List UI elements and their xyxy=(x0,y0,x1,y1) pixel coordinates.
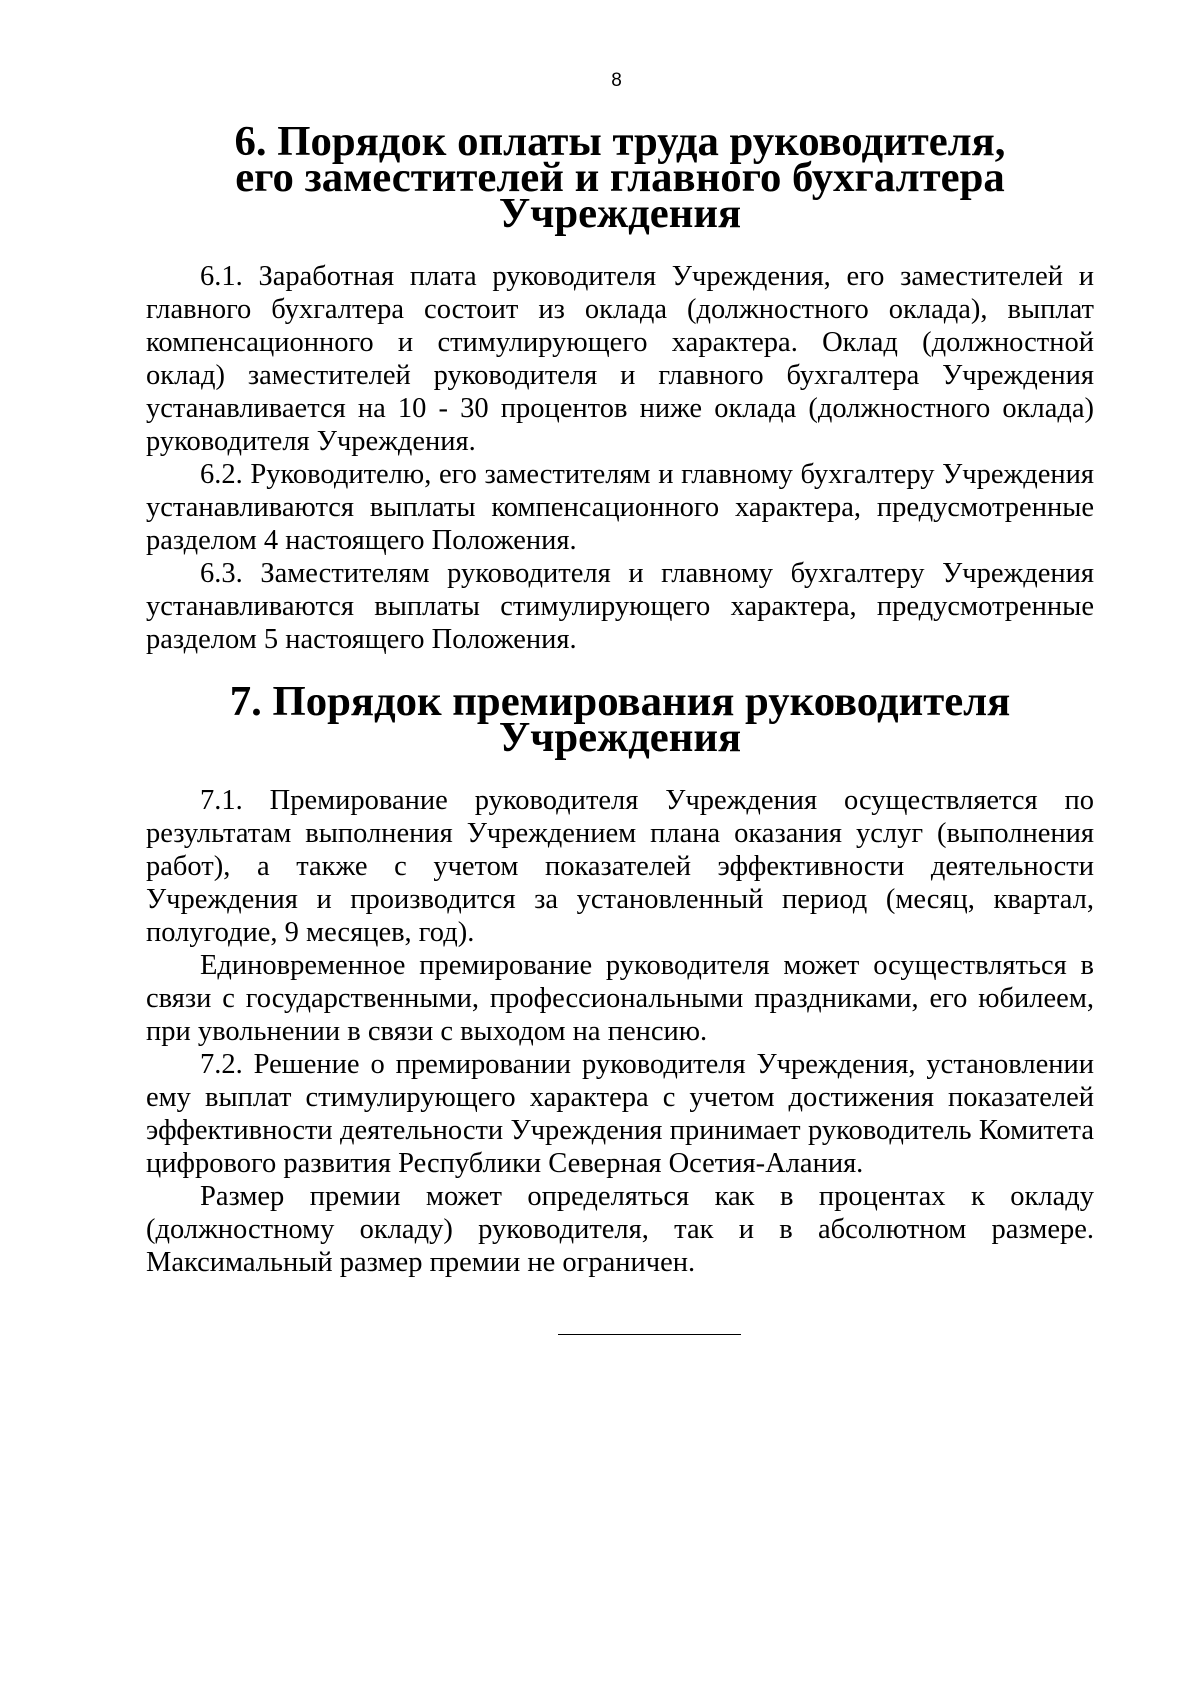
paragraph-6-3: 6.3. Заместителям руководителя и главному бухгалтеру Учреждения устанавливаются выплаты стимулирующего характера, предусмотренные разделом 5 настоящего Положения. xyxy=(146,558,1094,655)
section-6-title xyxy=(146,118,1094,237)
end-divider-line xyxy=(558,1334,741,1335)
paragraph-6-2: 6.2. Руководителю, его заместителям и главному бухгалтеру Учреждения устанавливаются выплаты компенсационного характера, предусмотренные разделом 4 настоящего Положения. xyxy=(146,459,1094,556)
paragraph-7-2: 7.2. Решение о премировании руководителя Учреждения, установлении ему выплат стимулирующего характера с учетом достижения показателей эффективности деятельности Учреждения принимает руководитель Комитета цифрового развития Республики Северная Осетия-Алания. xyxy=(146,1049,1094,1179)
paragraph-7-1-one-time-bonus: Единовременное премирование руководителя может осуществляться в связи с государственными, профессиональными праздниками, его юбилеем, при увольнении в связи с выходом на пенсию. xyxy=(146,950,1094,1047)
paragraph-7-2-bonus-size: Размер премии может определяться как в процентах к окладу (должностному окладу) руководителя, так и в абсолютном размере. Максимальный размер премии не ограничен. xyxy=(146,1181,1094,1278)
document-body xyxy=(146,118,1094,1279)
section-7-title: 7. Порядок премирования руководителя Учреждения xyxy=(229,678,1011,761)
paragraph-7-1: 7.1. Премирование руководителя Учреждения осуществляется по результатам выполнения Учреждением плана оказания услуг (выполнения работ), а также с учетом показателей эффективности деятельности Учреждения и производится за установленный период (месяц, квартал, полугодие, 9 месяцев, год). xyxy=(146,785,1094,948)
page-number: 8 xyxy=(611,70,622,91)
paragraph-6-1: 6.1. Заработная плата руководителя Учреждения, его заместителей и главного бухгалтера состоит из оклада (должностного оклада), выплат компенсационного и стимулирующего характера. Оклад (должностной оклад) заместителей руководителя и главного бухгалтера Учреждения устанавливается на 10 - 30 процентов ниже оклада (должностного оклада) руководителя Учреждения. xyxy=(146,261,1094,457)
section-6-title-line-2: его заместителей и главного бухгалтера Учреждения xyxy=(235,154,1005,237)
section-6-title-line-1: 6. Порядок оплаты труда руководителя, xyxy=(234,118,1006,165)
